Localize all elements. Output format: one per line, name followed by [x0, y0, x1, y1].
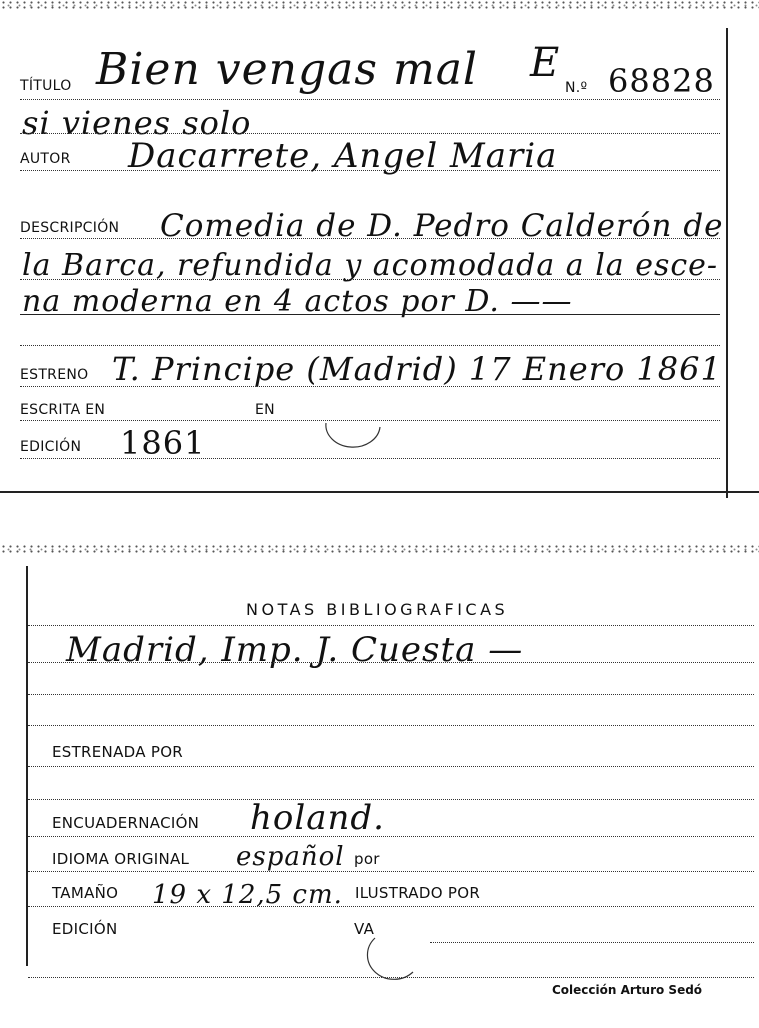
card-top-edge	[0, 0, 759, 10]
edicion2-label: EDICIÓN	[52, 920, 118, 938]
edicion-value: 1861	[120, 424, 206, 462]
idioma-label: IDIOMA ORIGINAL	[52, 850, 190, 868]
idioma-rule	[28, 871, 754, 872]
edicion-rule	[20, 458, 720, 459]
titulo-rule	[20, 99, 720, 100]
va-label: VA	[354, 920, 375, 938]
encuadernacion-value: holand.	[250, 798, 385, 838]
escrita-en-label: ESCRITA EN	[20, 402, 106, 418]
estreno-value: T. Principe (Madrid) 17 Enero 1861	[112, 350, 722, 388]
titulo-mark: E	[530, 40, 561, 86]
numero-label: N.º	[565, 80, 588, 96]
en-label: EN	[255, 402, 275, 418]
notas-rule-4	[28, 725, 754, 726]
descripcion-rule-4	[20, 345, 720, 346]
encuadernacion-label: ENCUADERNACIÓN	[52, 814, 200, 832]
notas-heading: NOTAS BIBLIOGRAFICAS	[246, 600, 509, 619]
collection-credit: Colección Arturo Sedó	[552, 983, 703, 997]
notas-rule-1	[28, 625, 754, 626]
edicion2-rule	[430, 942, 754, 943]
blank-rule	[28, 799, 754, 800]
estreno-rule	[20, 386, 720, 387]
descripcion-label: DESCRIPCIÓN	[20, 220, 120, 236]
card-bottom-edge	[0, 491, 759, 493]
card-right-edge	[726, 28, 728, 498]
titulo-value-line1: Bien vengas mal	[96, 44, 478, 95]
descripcion-line1: Comedia de D. Pedro Calderón de	[160, 208, 724, 244]
descripcion-rule-1	[20, 238, 720, 239]
notas-rule-2	[28, 662, 754, 663]
autor-label: AUTOR	[20, 151, 71, 167]
titulo-rule-2	[20, 133, 720, 134]
card2-top-edge	[0, 544, 759, 554]
numero-value: 68828	[608, 62, 715, 100]
titulo-value-line2: si vienes solo	[22, 104, 252, 142]
estrenada-por-label: ESTRENADA POR	[52, 743, 184, 761]
estrenada-rule	[28, 766, 754, 767]
descripcion-rule-2	[20, 279, 720, 280]
encuadernacion-rule	[28, 836, 754, 837]
autor-rule	[20, 170, 720, 171]
descripcion-rule-3	[20, 314, 720, 315]
tamano-label: TAMAÑO	[52, 884, 119, 902]
idioma-value: español	[236, 842, 345, 872]
descripcion-line3: na moderna en 4 actos por D. ——	[22, 284, 573, 319]
titulo-label: TÍTULO	[20, 78, 72, 94]
ilustrado-por-label: ILUSTRADO POR	[355, 884, 481, 902]
descripcion-line2: la Barca, refundida y acomodada a la esce-	[22, 248, 719, 283]
punch-hole-icon	[318, 395, 388, 450]
por-label: por	[354, 850, 380, 868]
estreno-label: ESTRENO	[20, 367, 89, 383]
notas-rule-3	[28, 694, 754, 695]
notas-line1: Madrid, Imp. J. Cuesta —	[66, 630, 524, 670]
tamano-rule	[28, 906, 754, 907]
edicion-label: EDICIÓN	[20, 439, 82, 455]
autor-value: Dacarrete, Angel Maria	[128, 136, 558, 176]
tamano-value: 19 x 12,5 cm.	[152, 880, 343, 910]
punch-hole-icon-2	[365, 930, 425, 985]
